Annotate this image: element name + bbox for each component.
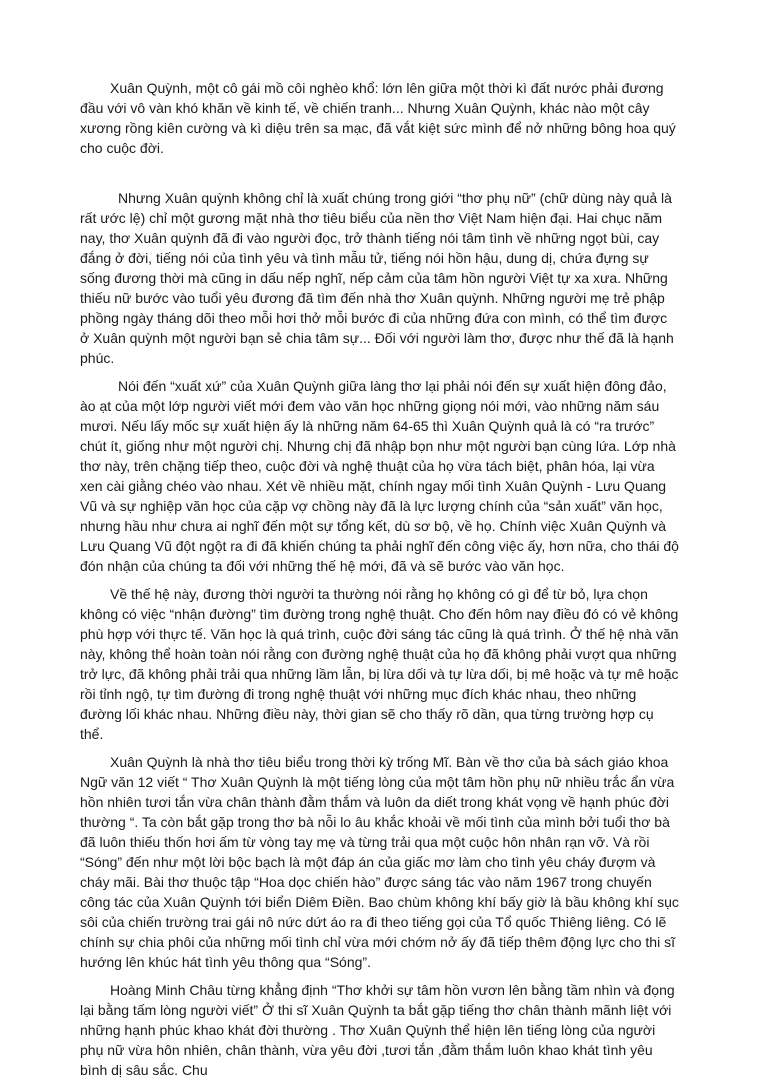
paragraph-5: Xuân Quỳnh là nhà thơ tiêu biểu trong thời kỳ trống Mĩ. Bàn về thơ của bà sách giáo khoa Ngữ văn 12 viết “ Thơ Xuân Quỳnh là một tiếng lòng của một tâm hồn phụ nữ nhiều trắc ẩn vừa hồn nhiên tươi tắn vừa chân thành đằm thắm và luôn da diết trong khát vọng về hạnh phúc đời thường “. Ta còn bắt gặp trong thơ bà nỗi lo âu khắc khoải về mối tình của mình bởi tuổi thơ bà đã luôn thiếu thốn hơi ấm từ vòng tay mẹ và từng trải qua một cuộc hôn nhân rạn vỡ. Và rồi “Sóng” đến như một lời bộc bạch là một đáp án của giấc mơ làm cho tình yêu cháy đượm và cháy mãi. Bài thơ thuộc tập “Hoa dọc chiến hào” được sáng tác vào năm 1967 trong chuyến công tác của Xuân Quỳnh tới biển Diêm Điền. Bao chùm không khí bấy giờ là bầu không khí sục sôi của chiến trường trai gái nô nức dứt áo ra đi theo tiếng gọi của Tổ quốc Thiêng liêng. Có lẽ chính sự chia phôi của những mối tình chỉ vừa mới chớm nở ấy đã tiếp thêm động lực cho thi sĩ hướng lên khúc hát tình yêu thông qua “Sóng”. <box>80 754 679 970</box>
paragraph-2: Nhưng Xuân quỳnh không chỉ là xuất chúng trong giới “thơ phụ nữ” (chữ dùng này quả là rất ước lệ) chỉ một gương mặt nhà thơ tiêu biểu của nền thơ Việt Nam hiện đại. Hai chục năm nay, thơ Xuân quỳnh đã đi vào người đọc, trở thành tiếng nói tâm tình về những ngọt bùi, cay đắng ở đời, tiếng nói của tình yêu và tình mẫu tử, tiếng nói hồn hậu, dung dị, chứa đựng sự sống đương thời mà cũng in dấu nếp nghĩ, nếp cảm của tâm hồn người Việt tự xa xưa. Những thiếu nữ bước vào tuổi yêu đương đã tìm đến nhà thơ Xuân quỳnh. Những người mẹ trẻ phập phồng ngày tháng dõi theo mỗi hơi thở mỗi bước đi của những đứa con mình, có thể tìm được ở Xuân quỳnh một người bạn sẻ chia tâm sự... Đối với người làm thơ, được như thế đã là hạnh phúc. <box>80 190 674 366</box>
paragraph-6: Hoàng Minh Châu từng khẳng định “Thơ khởi sự tâm hồn vươn lên bằng tầm nhìn và đọng lại bằng tấm lòng người viết” Ở thi sĩ Xuân Quỳnh ta bắt gặp tiếng thơ chân thành mãnh liệt với những hạnh phúc khao khát đời thường . Thơ Xuân Quỳnh thể hiện lên tiếng lòng của người phụ nữ vừa hôn nhiên, chân thành, vừa yêu đời ,tươi tắn ,đằm thắm luôn khao khát tình yêu bình dị sâu sắc. Chu <box>80 982 675 1078</box>
paragraph-1: Xuân Quỳnh, một cô gái mồ côi nghèo khổ: lớn lên giữa một thời kì đất nước phải đương đầu với vô vàn khó khăn về kinh tế, về chiến tranh... Nhưng Xuân Quỳnh, khác nào một cây xương rồng kiên cường và kì diệu trên sa mạc, đã vắt kiệt sức mình để nở những bông hoa quý cho cuộc đời. <box>80 80 676 156</box>
document-page <box>80 78 680 1088</box>
paragraph-4: Về thế hệ này, đương thời người ta thường nói rằng họ không có gì để từ bỏ, lựa chọn không có việc “nhận đường” tìm đường trong nghệ thuật. Cho đến hôm nay điều đó có vẻ không phù hợp với thực tế. Văn học là quá trình, cuộc đời sáng tác cũng là quá trình. Ở thế hệ nhà văn này, không thể hoàn toàn nói rằng con đường nghệ thuật của họ đã không phải vượt qua những trở lực, đã không phải trải qua những lầm lẫn, bị lừa dối và tự lừa dối, bị mê hoặc và tự mê hoặc rồi tỉnh ngộ, tự tìm đường đi trong nghệ thuật với những mục đích khác nhau, theo những đường lối khác nhau. Những điều này, thời gian sẽ cho thấy rõ dần, qua từng trường hợp cụ thể. <box>80 586 679 742</box>
paragraph-3: Nói đến “xuất xứ” của Xuân Quỳnh giữa làng thơ lại phải nói đến sự xuất hiện đông đảo, ào ạt của một lớp người viết mới đem vào văn học những giọng nói mới, vào những năm sáu mươi. Nếu lấy mốc sự xuất hiện ấy là những năm 64-65 thì Xuân Quỳnh quả là có “ra trước” chút ít, giống như một người chị. Nhưng chị đã nhập bọn như một người bạn cùng lứa. Lớp nhà thơ này, trên chặng tiếp theo, cuộc đời và nghệ thuật của họ vừa tách biệt, phân hóa, lại vừa xen cài giằng chéo vào nhau. Xét về nhiều mặt, chính ngay mối tình Xuân Quỳnh - Lưu Quang Vũ và sự nghiệp văn học của cặp vợ chồng này đã là lực lượng chính của “sản xuất” văn học, nhưng hầu như chưa ai nghĩ đến một sự tổng kết, dù sơ bộ, về họ. Chính việc Xuân Quỳnh và Lưu Quang Vũ đột ngột ra đi đã khiến chúng ta phải nghĩ đến công việc ấy, hơn nữa, cho thái độ đón nhận của chúng ta đối với những thế hệ mới, đã và sẽ bước vào văn học. <box>80 378 679 574</box>
